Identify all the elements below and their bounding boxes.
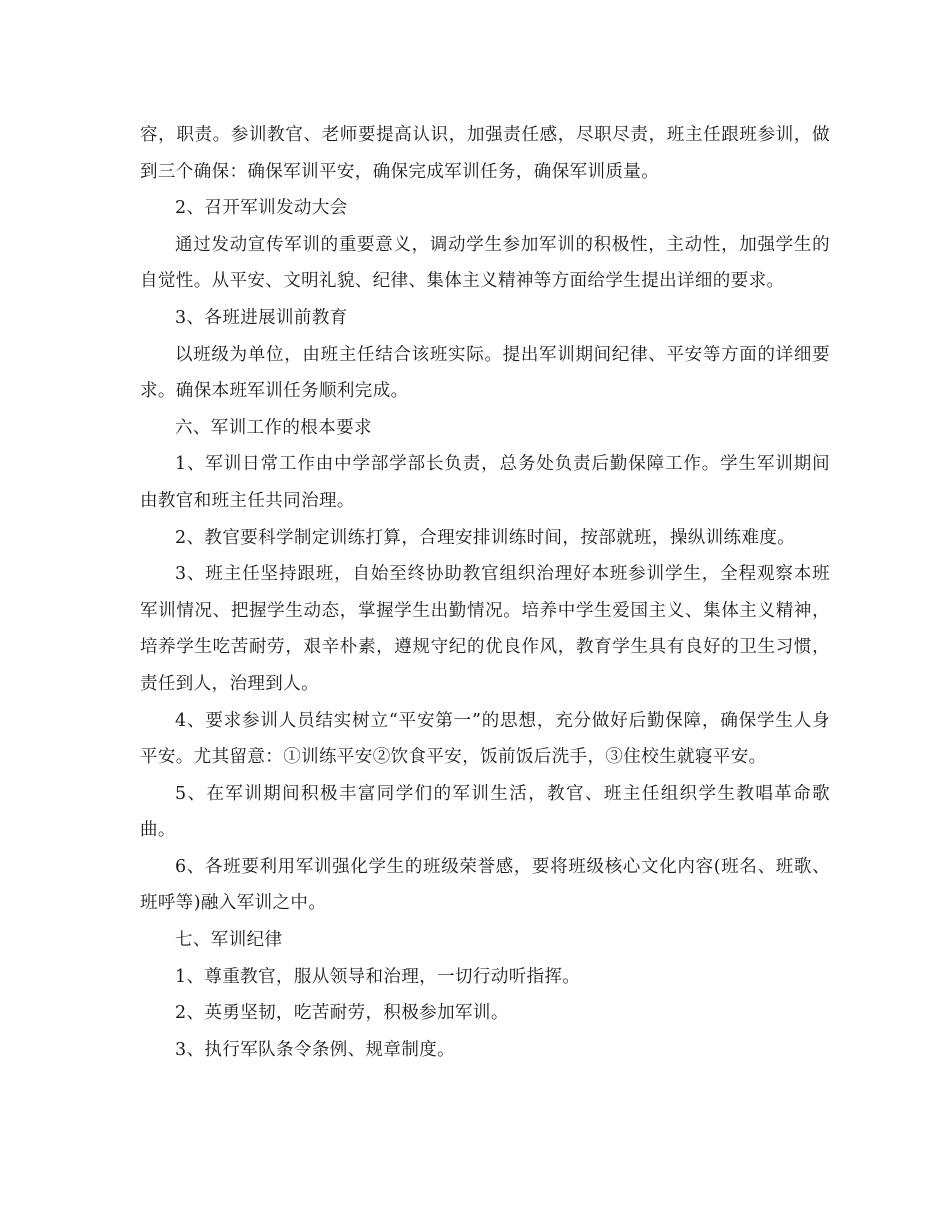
requirement-item-1: 1、军训日常工作由中学部学部长负责，总务处负责后勤保障工作。学生军训期间由教官和班主任共同治理。: [140, 454, 830, 511]
paragraph-continuation: 容，职责。参训教官、老师要提高认识，加强责任感，尽职尽责，班主任跟班参训，做到三个确保：确保军训平安，确保完成军训任务，确保军训质量。: [140, 125, 830, 182]
requirement-item-4: 4、要求参训人员结实树立“平安第一”的思想，充分做好后勤保障，确保学生人身平安。尤其留意：①训练平安②饮食平安，饭前饭后洗手，③住校生就寝平安。: [140, 710, 830, 768]
paragraph-mobilization: 通过发动宣传军训的重要意义，调动学生参加军训的积极性，主动性，加强学生的自觉性。从平安、文明礼貌、纪律、集体主义精神等方面给学生提出详细的要求。: [140, 234, 830, 292]
document-body: [140, 117, 830, 1068]
section-item-3-heading: 3、各班进展训前教育: [175, 307, 348, 328]
paragraph-class-education: 以班级为单位，由班主任结合该班实际。提出军训期间纪律、平安等方面的详细要求。确保本班军训任务顺利完成。: [140, 344, 830, 402]
discipline-item-2: 2、英勇坚韧，吃苦耐劳，积极参加军训。: [175, 1003, 509, 1024]
section-7-heading: 七、军训纪律: [175, 930, 283, 951]
requirement-item-6: 6、各班要利用军训强化学生的班级荣誉感，要将班级核心文化内容(班名、班歌、班呼等)融入军训之中。: [140, 856, 830, 914]
requirement-item-3: 3、班主任坚持跟班，自始至终协助教官组织治理好本班参训学生，全程观察本班军训情况、把握学生动态，掌握学生出勤情况。培养中学生爱国主义、集体主义精神，培养学生吃苦耐劳，艰辛朴素，遵规守纪的优良作风，教育学生具有良好的卫生习惯，责任到人，治理到人。: [140, 564, 830, 694]
requirement-item-2: 2、教官要科学制定训练打算，合理安排训练时间，按部就班，操纵训练难度。: [175, 527, 796, 548]
section-6-heading: 六、军训工作的根本要求: [175, 417, 372, 438]
discipline-item-3: 3、执行军队条令条例、规章制度。: [175, 1039, 456, 1060]
section-item-2-heading: 2、召开军训发动大会: [175, 198, 348, 219]
requirement-item-5: 5、在军训期间积极丰富同学们的军训生活，教官、班主任组织学生教唱革命歌曲。: [140, 783, 830, 841]
discipline-item-1: 1、尊重教官，服从领导和治理，一切行动听指挥。: [175, 966, 581, 987]
